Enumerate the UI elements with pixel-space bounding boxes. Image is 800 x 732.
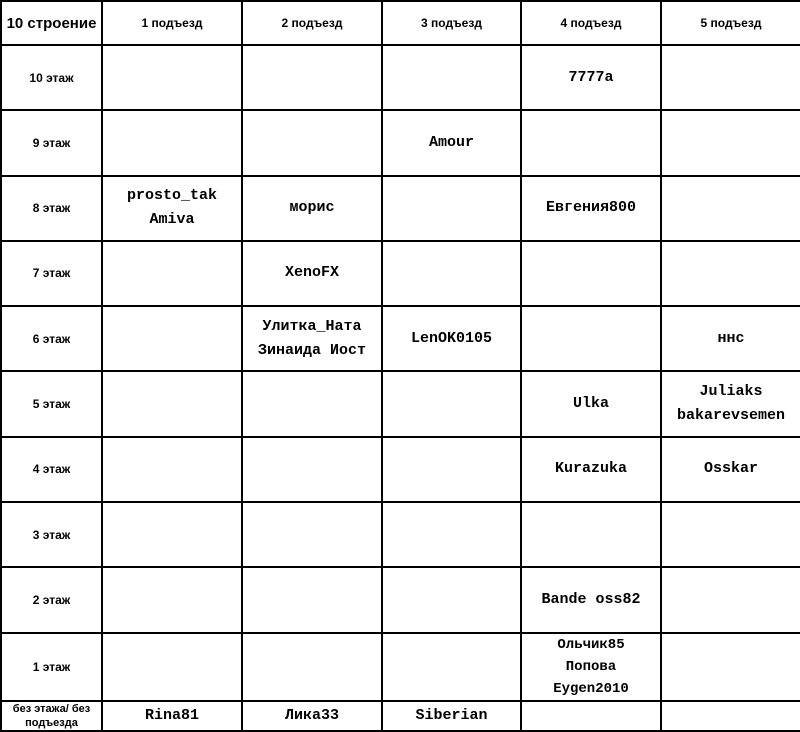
resident-cell bbox=[521, 306, 661, 371]
resident-cell bbox=[661, 633, 800, 701]
header-row bbox=[1, 1, 800, 45]
resident-cell bbox=[661, 176, 800, 241]
resident-name: Зинаида Иост bbox=[257, 341, 367, 359]
resident-cell bbox=[102, 502, 242, 567]
resident-cell bbox=[102, 633, 242, 701]
resident-cell bbox=[382, 306, 521, 371]
resident-name: bakarevsemen bbox=[676, 407, 786, 425]
resident-name: Ulka bbox=[572, 395, 609, 413]
resident-name: Kurazuka bbox=[554, 460, 627, 478]
resident-cell bbox=[242, 176, 382, 241]
resident-cell bbox=[102, 176, 242, 241]
resident-name: Eygen2010 bbox=[553, 680, 629, 697]
resident-cell bbox=[521, 45, 661, 110]
resident-cell bbox=[382, 437, 521, 502]
resident-name: 7777a bbox=[568, 68, 614, 86]
floor-label: 7 этаж bbox=[1, 241, 102, 306]
resident-name: LenOK0105 bbox=[410, 329, 492, 347]
table-row bbox=[1, 110, 800, 175]
resident-name: ннс bbox=[717, 329, 745, 347]
resident-cell bbox=[242, 633, 382, 701]
resident-cell bbox=[521, 437, 661, 502]
entrance-header-4: 4 подъезд bbox=[521, 1, 661, 45]
table-row bbox=[1, 633, 800, 701]
table-row bbox=[1, 567, 800, 632]
entrance-header-1: 1 подъезд bbox=[102, 1, 242, 45]
floor-label: 2 этаж bbox=[1, 567, 102, 632]
resident-cell bbox=[661, 371, 800, 436]
resident-name: Juliaks bbox=[699, 383, 763, 401]
resident-name: Siberian bbox=[415, 706, 488, 724]
floor-label: 4 этаж bbox=[1, 437, 102, 502]
table-row bbox=[1, 45, 800, 110]
resident-cell bbox=[102, 437, 242, 502]
resident-cell bbox=[382, 176, 521, 241]
resident-cell bbox=[382, 633, 521, 701]
resident-cell bbox=[102, 306, 242, 371]
floor-label: 5 этаж bbox=[1, 371, 102, 436]
resident-cell bbox=[102, 110, 242, 175]
table-row bbox=[1, 176, 800, 241]
resident-cell bbox=[521, 110, 661, 175]
floor-label: 10 этаж bbox=[1, 45, 102, 110]
entrance-header-3: 3 подъезд bbox=[382, 1, 521, 45]
resident-cell bbox=[661, 45, 800, 110]
table-row bbox=[1, 502, 800, 567]
entrance-header-5: 5 подъезд bbox=[661, 1, 800, 45]
resident-cell bbox=[661, 110, 800, 175]
resident-cell bbox=[521, 633, 661, 701]
floor-label: 8 этаж bbox=[1, 176, 102, 241]
floor-label: без этажа/ без подъезда bbox=[1, 701, 102, 731]
resident-cell bbox=[382, 371, 521, 436]
resident-name: Bande oss82 bbox=[541, 590, 641, 608]
resident-name: prosto_tak bbox=[126, 187, 217, 205]
entrance-header-2: 2 подъезд bbox=[242, 1, 382, 45]
resident-cell bbox=[521, 701, 661, 731]
resident-cell bbox=[521, 176, 661, 241]
resident-cell bbox=[102, 701, 242, 731]
resident-cell bbox=[242, 567, 382, 632]
resident-name: Ольчик85 bbox=[557, 636, 625, 653]
resident-cell bbox=[521, 567, 661, 632]
resident-cell bbox=[661, 567, 800, 632]
floor-label: 6 этаж bbox=[1, 306, 102, 371]
resident-cell bbox=[521, 241, 661, 306]
resident-cell bbox=[382, 502, 521, 567]
resident-name: Osskar bbox=[703, 460, 758, 478]
resident-cell bbox=[102, 371, 242, 436]
resident-cell bbox=[661, 241, 800, 306]
resident-name: Amiva bbox=[149, 211, 195, 229]
resident-cell bbox=[242, 306, 382, 371]
resident-cell bbox=[102, 241, 242, 306]
resident-name: Amour bbox=[428, 133, 474, 151]
resident-name: морис bbox=[289, 199, 335, 217]
floor-label: 3 этаж bbox=[1, 502, 102, 567]
resident-cell bbox=[242, 241, 382, 306]
resident-cell bbox=[242, 502, 382, 567]
floor-label: 1 этаж bbox=[1, 633, 102, 701]
resident-cell bbox=[382, 241, 521, 306]
resident-name: XenoFX bbox=[284, 264, 339, 282]
resident-cell bbox=[382, 110, 521, 175]
resident-cell bbox=[242, 701, 382, 731]
table-row bbox=[1, 437, 800, 502]
resident-name: Лика33 bbox=[284, 706, 339, 724]
resident-name: Rina81 bbox=[144, 706, 199, 724]
table-row bbox=[1, 306, 800, 371]
resident-cell bbox=[521, 502, 661, 567]
resident-cell bbox=[382, 701, 521, 731]
table-row bbox=[1, 241, 800, 306]
resident-cell bbox=[242, 437, 382, 502]
table-row bbox=[1, 701, 800, 731]
table-row bbox=[1, 371, 800, 436]
resident-cell bbox=[382, 45, 521, 110]
resident-name: Улитка_Ната bbox=[262, 317, 362, 335]
resident-cell bbox=[661, 701, 800, 731]
resident-cell bbox=[661, 437, 800, 502]
resident-cell bbox=[382, 567, 521, 632]
resident-name: Попова bbox=[565, 658, 617, 675]
resident-cell bbox=[242, 371, 382, 436]
resident-cell bbox=[521, 371, 661, 436]
resident-cell bbox=[242, 110, 382, 175]
resident-name: Евгения800 bbox=[545, 199, 636, 217]
building-title: 10 строение bbox=[1, 1, 102, 45]
resident-cell bbox=[242, 45, 382, 110]
resident-cell bbox=[661, 306, 800, 371]
resident-cell bbox=[102, 567, 242, 632]
resident-cell bbox=[102, 45, 242, 110]
resident-cell bbox=[661, 502, 800, 567]
floor-label: 9 этаж bbox=[1, 110, 102, 175]
